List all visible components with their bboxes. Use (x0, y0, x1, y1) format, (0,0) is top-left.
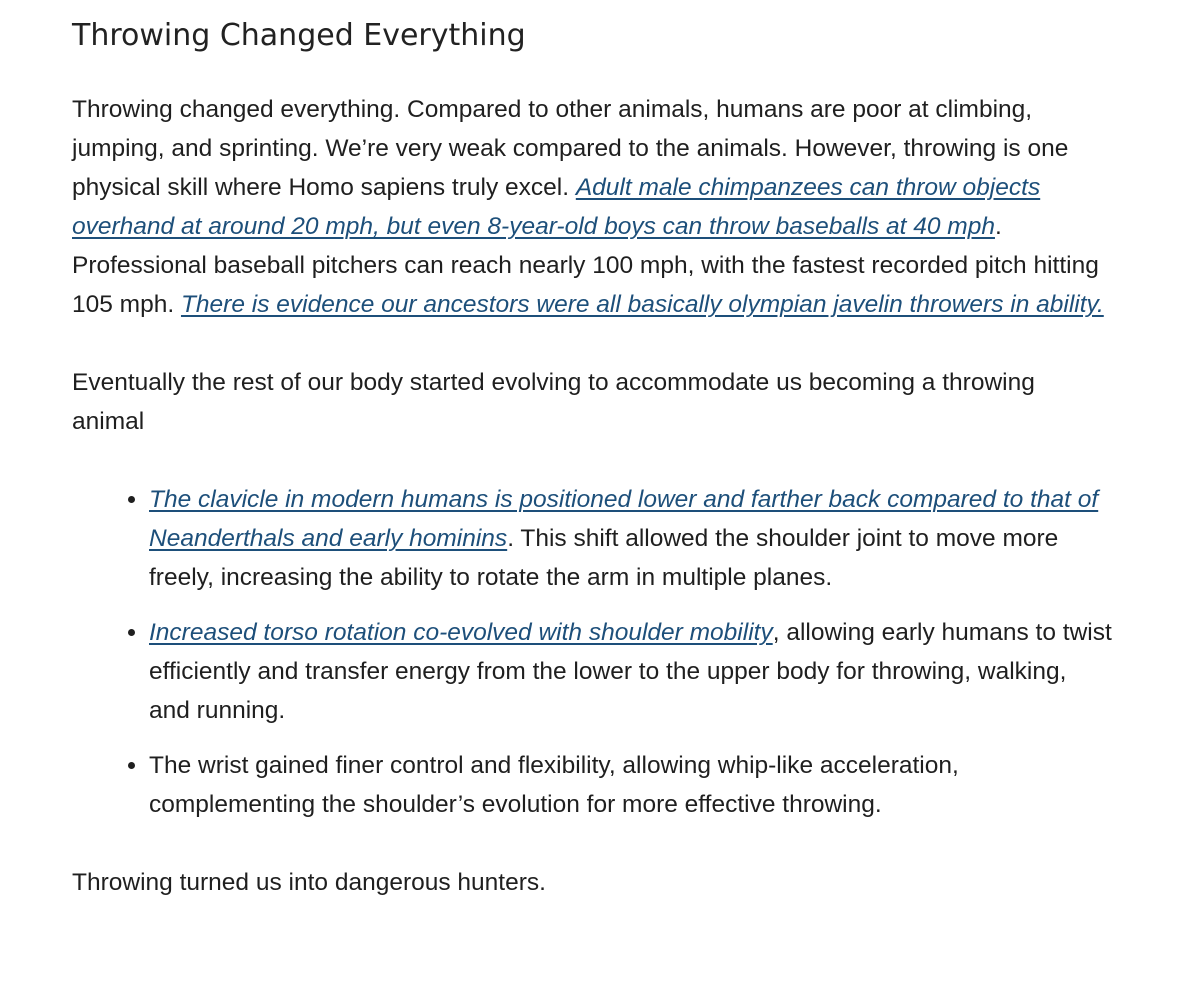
javelin-ancestors-link[interactable]: There is evidence our ancestors were all basically olympian javelin throwers in ability. (180, 291, 1104, 318)
intro-paragraph (72, 90, 1112, 324)
list-item-text: . This shift allowed the shoulder joint to move more freely, increasing the ability to rotate the arm in multiple planes. (149, 525, 1059, 591)
list-item-text: , allowing early humans to twist efficiently and transfer energy from the lower to the upper body for throwing, walking, and running. (149, 619, 1112, 724)
closing-paragraph: Throwing turned us into dangerous hunters. (72, 869, 546, 896)
clavicle-link[interactable]: The clavicle in modern humans is positioned lower and farther back compared to that of Neanderthals and early hominins (149, 486, 1099, 552)
list-item (149, 480, 1112, 597)
list-item (149, 746, 1112, 824)
chimpanzee-throw-speed-link[interactable]: Adult male chimpanzees can throw objects overhand at around 20 mph, but even 8-year-old boys can throw baseballs at 40 mph (72, 174, 1041, 240)
article (72, 14, 1112, 902)
list-item (149, 613, 1112, 730)
list-item-text: The wrist gained finer control and flexibility, allowing whip-like acceleration, complementing the shoulder’s evolution for more effective throwing. (149, 752, 959, 818)
intro-text-b: . Professional baseball pitchers can reach nearly 100 mph, with the fastest recorded pitch hitting 105 mph. (72, 213, 1099, 318)
article-title: Throwing Changed Everything (72, 18, 526, 53)
evolution-paragraph: Eventually the rest of our body started evolving to accommodate us becoming a throwing animal (72, 369, 1035, 435)
adaptations-list (72, 480, 1112, 824)
torso-rotation-link[interactable]: Increased torso rotation co-evolved with shoulder mobility (149, 619, 773, 646)
intro-text-a: Throwing changed everything. Compared to other animals, humans are poor at climbing, jumping, and sprinting. We’re very weak compared to the animals. However, throwing is one physical skill where Homo sapiens truly excel. (72, 96, 1069, 201)
